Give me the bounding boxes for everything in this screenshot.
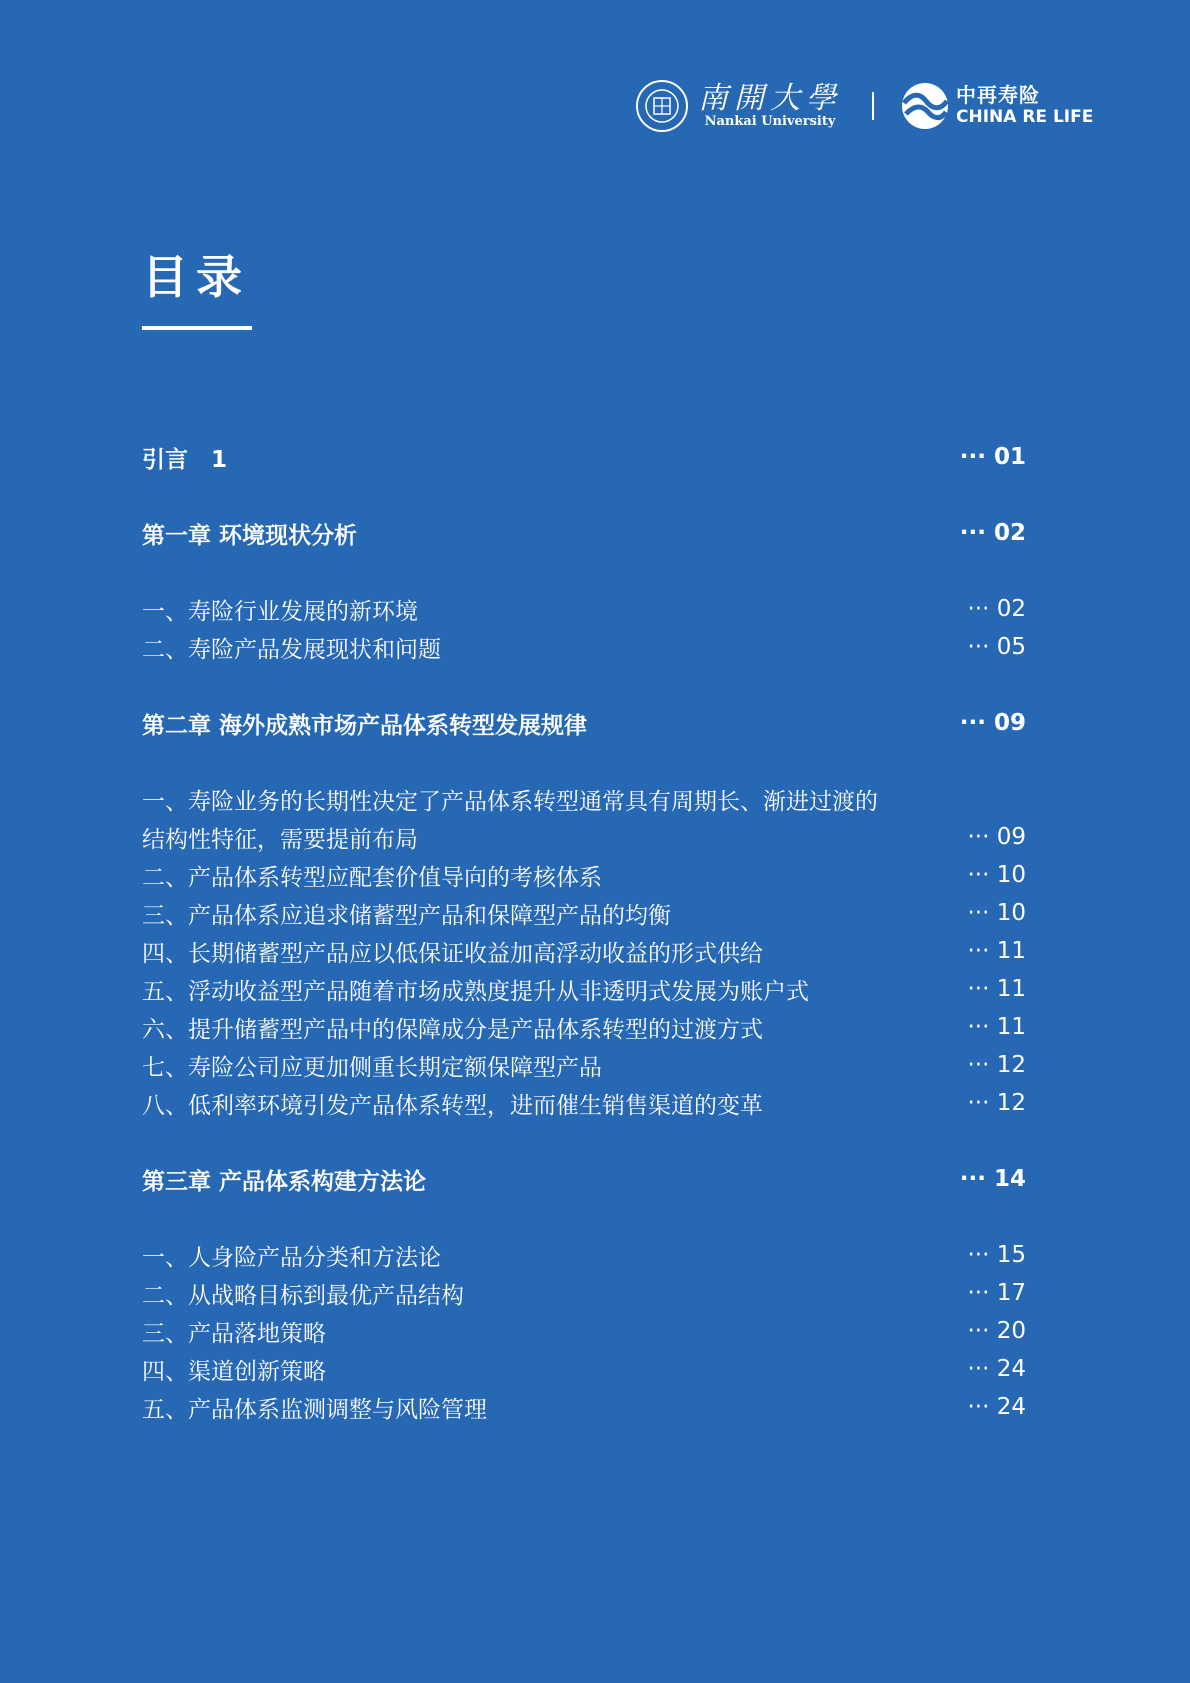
toc-entry-label: 引言 1 <box>142 446 228 473</box>
toc-section-row[interactable] <box>142 894 1026 932</box>
toc-entry-label: 七、寿险公司应更加侧重长期定额保障型产品 <box>142 1054 602 1081</box>
toc-section-row[interactable] <box>142 628 1026 666</box>
toc-page-number: ··· 01 <box>959 444 1026 470</box>
toc-page-number: ··· 09 <box>959 710 1026 736</box>
toc-entry-label: 二、寿险产品发展现状和问题 <box>142 636 441 663</box>
toc-section-row[interactable] <box>142 1046 1026 1084</box>
toc-chapter-row[interactable] <box>142 1160 1026 1198</box>
toc-entry-label: 一、寿险业务的长期性决定了产品体系转型通常具有周期长、渐进过渡的 <box>142 788 878 815</box>
nankai-wordmark <box>698 83 842 129</box>
toc-entry-label: 六、提升储蓄型产品中的保障成分是产品体系转型的过渡方式 <box>142 1016 763 1043</box>
toc-entry-label: 三、产品体系应追求储蓄型产品和保障型产品的均衡 <box>142 902 671 929</box>
toc-entry-label: 第一章 环境现状分析 <box>142 522 358 549</box>
toc-entry-label: 八、低利率环境引发产品体系转型，进而催生销售渠道的变革 <box>142 1092 763 1119</box>
nankai-name-en: Nankai University <box>704 114 836 129</box>
toc-entry-label: 二、产品体系转型应配套价值导向的考核体系 <box>142 864 602 891</box>
toc-section-row[interactable] <box>142 1236 1026 1274</box>
toc-entry-label: 第三章 产品体系构建方法论 <box>142 1168 427 1195</box>
toc-section-row[interactable] <box>142 818 1026 856</box>
china-re-wordmark <box>956 84 1093 128</box>
toc-chapter-row[interactable] <box>142 438 1026 476</box>
toc-entry-label: 四、长期储蓄型产品应以低保证收益加高浮动收益的形式供给 <box>142 940 763 967</box>
toc-page-number: ··· 11 <box>967 1014 1026 1040</box>
toc-page-number: ··· 02 <box>967 596 1026 622</box>
toc-entry-label: 一、寿险行业发展的新环境 <box>142 598 418 625</box>
toc-entry-label: 四、渠道创新策略 <box>142 1358 326 1385</box>
toc-section-row[interactable] <box>142 1274 1026 1312</box>
toc-section-row[interactable] <box>142 856 1026 894</box>
toc-section-row[interactable] <box>142 780 1026 818</box>
title-underline <box>142 326 252 330</box>
toc-section-row[interactable] <box>142 1312 1026 1350</box>
nankai-seal-icon <box>636 80 688 132</box>
toc-section-row[interactable] <box>142 590 1026 628</box>
page-title: 目录 <box>142 250 250 304</box>
toc-entry-label: 五、浮动收益型产品随着市场成熟度提升从非透明式发展为账户式 <box>142 978 809 1005</box>
toc-page-number: ··· 15 <box>967 1242 1026 1268</box>
toc-page-number: ··· 12 <box>967 1052 1026 1078</box>
header-logos <box>636 76 1093 136</box>
logo-divider <box>872 92 874 120</box>
nankai-name-cn: 南開大學 <box>698 81 842 116</box>
china-re-name-en: CHINA RE LIFE <box>956 107 1094 127</box>
toc-entry-label: 二、从战略目标到最优产品结构 <box>142 1282 464 1309</box>
toc-section-row[interactable] <box>142 932 1026 970</box>
toc-page-number: ··· 10 <box>967 862 1026 888</box>
china-re-wave-icon <box>900 81 950 131</box>
toc-page-number: ··· 12 <box>967 1090 1026 1116</box>
toc-entry-label: 结构性特征，需要提前布局 <box>142 826 418 853</box>
toc-page-number: ··· 11 <box>967 976 1026 1002</box>
toc-page-number: ··· 02 <box>959 520 1026 546</box>
toc-chapter-row[interactable] <box>142 704 1026 742</box>
toc-section-row[interactable] <box>142 970 1026 1008</box>
toc-entry-label: 一、人身险产品分类和方法论 <box>142 1244 441 1271</box>
toc-section-row[interactable] <box>142 1388 1026 1426</box>
toc-page-number: ··· 05 <box>967 634 1026 660</box>
toc-entry-label: 三、产品落地策略 <box>142 1320 326 1347</box>
toc-entry-label: 第二章 海外成熟市场产品体系转型发展规律 <box>142 712 588 739</box>
toc-entry-label: 五、产品体系监测调整与风险管理 <box>142 1396 487 1423</box>
toc-page-number: ··· 09 <box>967 824 1026 850</box>
toc-section-row[interactable] <box>142 1350 1026 1388</box>
toc-page-number: ··· 24 <box>967 1356 1026 1382</box>
toc-page-number: ··· 20 <box>967 1318 1026 1344</box>
china-re-name-cn: 中再寿险 <box>956 83 1040 107</box>
toc-page-number: ··· 10 <box>967 900 1026 926</box>
toc-page-number: ··· 11 <box>967 938 1026 964</box>
toc-page-number: ··· 14 <box>959 1166 1026 1192</box>
toc-page-number: ··· 17 <box>967 1280 1026 1306</box>
toc-page-number: ··· 24 <box>967 1394 1026 1420</box>
toc-chapter-row[interactable] <box>142 514 1026 552</box>
toc-section-row[interactable] <box>142 1008 1026 1046</box>
toc-section-row[interactable] <box>142 1084 1026 1122</box>
